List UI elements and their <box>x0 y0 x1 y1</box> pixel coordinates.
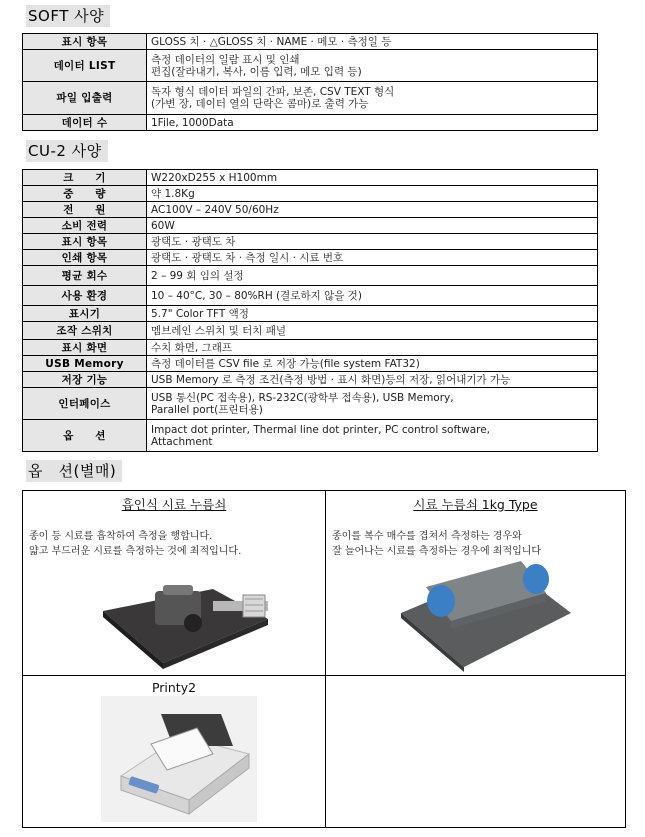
spec-row <box>23 340 598 356</box>
spec-value <box>147 202 598 218</box>
spec-label: 파일 입출력 <box>23 82 147 115</box>
spec-value-line: 10 – 40°C, 30 – 80%RH (결로하지 않을 것) <box>151 289 362 302</box>
spec-row <box>23 50 598 82</box>
press-1kg-image <box>396 557 576 675</box>
spec-row <box>23 388 598 420</box>
spec-value-line: 60W <box>151 219 175 232</box>
printy2-printer-image <box>101 696 257 822</box>
cu2-spec-table <box>22 169 598 452</box>
option-suction-desc-line: 얇고 부드러운 시료를 측정하는 것에 최적입니다. <box>29 546 242 557</box>
spec-value-line: GLOSS 치 · △GLOSS 치 · NAME · 메모 · 측정일 등 <box>151 35 392 48</box>
spec-row <box>23 356 598 372</box>
spec-row <box>23 250 598 266</box>
soft-spec-heading: SOFT 사양 <box>26 5 110 27</box>
options-grid <box>22 490 626 828</box>
spec-value-line: W220xD255 x H100mm <box>151 171 278 184</box>
spec-value <box>147 82 598 115</box>
spec-label: 표시 항목 <box>23 34 147 50</box>
spec-row <box>23 115 598 131</box>
spec-value <box>147 170 598 186</box>
spec-value-line: Attachment <box>151 435 213 448</box>
option-empty-cell <box>326 676 625 827</box>
option-suction-desc-line: 종이 등 시료를 흡착하여 측정을 행합니다. <box>29 531 213 542</box>
spec-value-line: (가변 장, 데이터 열의 단락은 콤마)로 출력 가능 <box>151 98 369 110</box>
spec-row <box>23 170 598 186</box>
options-heading: 옵 션(별매) <box>26 460 122 482</box>
spec-row <box>23 234 598 250</box>
option-suction-cell <box>23 491 326 676</box>
spec-value-line: Impact dot printer, Thermal line dot printer, PC control software, <box>151 423 491 436</box>
spec-value <box>147 234 598 250</box>
spec-row <box>23 286 598 306</box>
spec-value <box>147 34 598 50</box>
spec-value-line: 수치 화면, 그래프 <box>151 341 233 354</box>
spec-value <box>147 115 598 131</box>
cu2-spec-heading: CU-2 사양 <box>26 140 108 162</box>
spec-value <box>147 420 598 452</box>
spec-label: 인터페이스 <box>23 388 147 420</box>
spec-value <box>147 266 598 286</box>
spec-label: 크 기 <box>23 170 147 186</box>
suction-sample-holder-image <box>93 571 293 671</box>
spec-label: 표시기 <box>23 306 147 322</box>
spec-value <box>147 356 598 372</box>
spec-value <box>147 372 598 388</box>
spec-value-line: USB Memory 로 측정 조건(측정 방법 · 표시 화면)등의 저장, 읽어내기가 가능 <box>151 373 511 386</box>
spec-value-line: 멤브레인 스위치 및 터치 패널 <box>151 324 287 337</box>
spec-label: 표시 항목 <box>23 234 147 250</box>
spec-label: 옵 션 <box>23 420 147 452</box>
spec-value <box>147 50 598 82</box>
spec-row <box>23 218 598 234</box>
spec-row <box>23 202 598 218</box>
spec-label: 조작 스위치 <box>23 322 147 340</box>
option-suction-title: 흡인식 시료 누름쇠 <box>121 497 227 512</box>
spec-label: 중 량 <box>23 186 147 202</box>
spec-value-line: AC100V – 240V 50/60Hz <box>151 203 279 216</box>
spec-value-line: 편집(잘라내기, 복사, 이름 입력, 메모 입력 등) <box>151 65 362 78</box>
spec-row <box>23 266 598 286</box>
option-printer-title: Printy2 <box>151 680 197 695</box>
spec-value <box>147 388 598 420</box>
spec-row <box>23 372 598 388</box>
spec-value <box>147 340 598 356</box>
spec-row <box>23 82 598 115</box>
option-press-1kg-desc-line: 잘 늘어나는 시료를 측정하는 경우에 최적입니다 <box>332 546 542 557</box>
spec-row <box>23 306 598 322</box>
spec-row <box>23 186 598 202</box>
spec-label: 평균 회수 <box>23 266 147 286</box>
spec-value-line: 1File, 1000Data <box>151 116 234 129</box>
option-press-1kg-desc <box>332 529 541 559</box>
spec-value <box>147 286 598 306</box>
spec-value-line: 광택도 · 광택도 차 · 측정 일시 · 시료 번호 <box>151 251 344 264</box>
spec-value-line: 5.7" Color TFT 액정 <box>151 307 249 320</box>
spec-row <box>23 34 598 50</box>
spec-label: 인쇄 항목 <box>23 250 147 266</box>
option-press-1kg-title: 시료 누름쇠 1kg Type <box>413 497 538 512</box>
spec-value <box>147 306 598 322</box>
spec-label: 데이터 LIST <box>23 50 147 82</box>
option-press-1kg-desc-line: 종이를 복수 매수를 겹쳐서 측정하는 경우와 <box>332 531 522 542</box>
spec-value <box>147 250 598 266</box>
spec-value <box>147 218 598 234</box>
option-press-1kg-cell <box>326 491 625 676</box>
spec-value <box>147 322 598 340</box>
option-printer-cell <box>23 676 326 827</box>
spec-value-line: Parallel port(프린터용) <box>151 403 263 416</box>
spec-row <box>23 322 598 340</box>
spec-label: 표시 화면 <box>23 340 147 356</box>
spec-label: USB Memory <box>23 356 147 372</box>
spec-value-line: 2 – 99 회 임의 설정 <box>151 269 244 282</box>
spec-label: 전 원 <box>23 202 147 218</box>
spec-row <box>23 420 598 452</box>
spec-label: 소비 전력 <box>23 218 147 234</box>
spec-label: 사용 환경 <box>23 286 147 306</box>
option-suction-desc <box>29 529 241 559</box>
spec-label: 데이터 수 <box>23 115 147 131</box>
spec-label: 저장 기능 <box>23 372 147 388</box>
spec-value-line: USB 통신(PC 접속용), RS-232C(광학부 접속용), USB Memory, <box>151 391 454 404</box>
spec-value-line: 광택도 · 광택도 차 <box>151 235 236 248</box>
spec-value-line: 측정 데이터를 CSV file 로 저장 가능(file system FAT32) <box>151 357 420 370</box>
spec-value <box>147 186 598 202</box>
spec-value-line: 약 1.8Kg <box>151 187 195 200</box>
spec-value-line: 측정 데이터의 일람 표시 및 인쇄 <box>151 53 300 66</box>
soft-spec-table <box>22 33 598 131</box>
spec-value-line: 독자 형식 데이터 파일의 간파, 보존, CSV TEXT 형식 <box>151 86 395 98</box>
